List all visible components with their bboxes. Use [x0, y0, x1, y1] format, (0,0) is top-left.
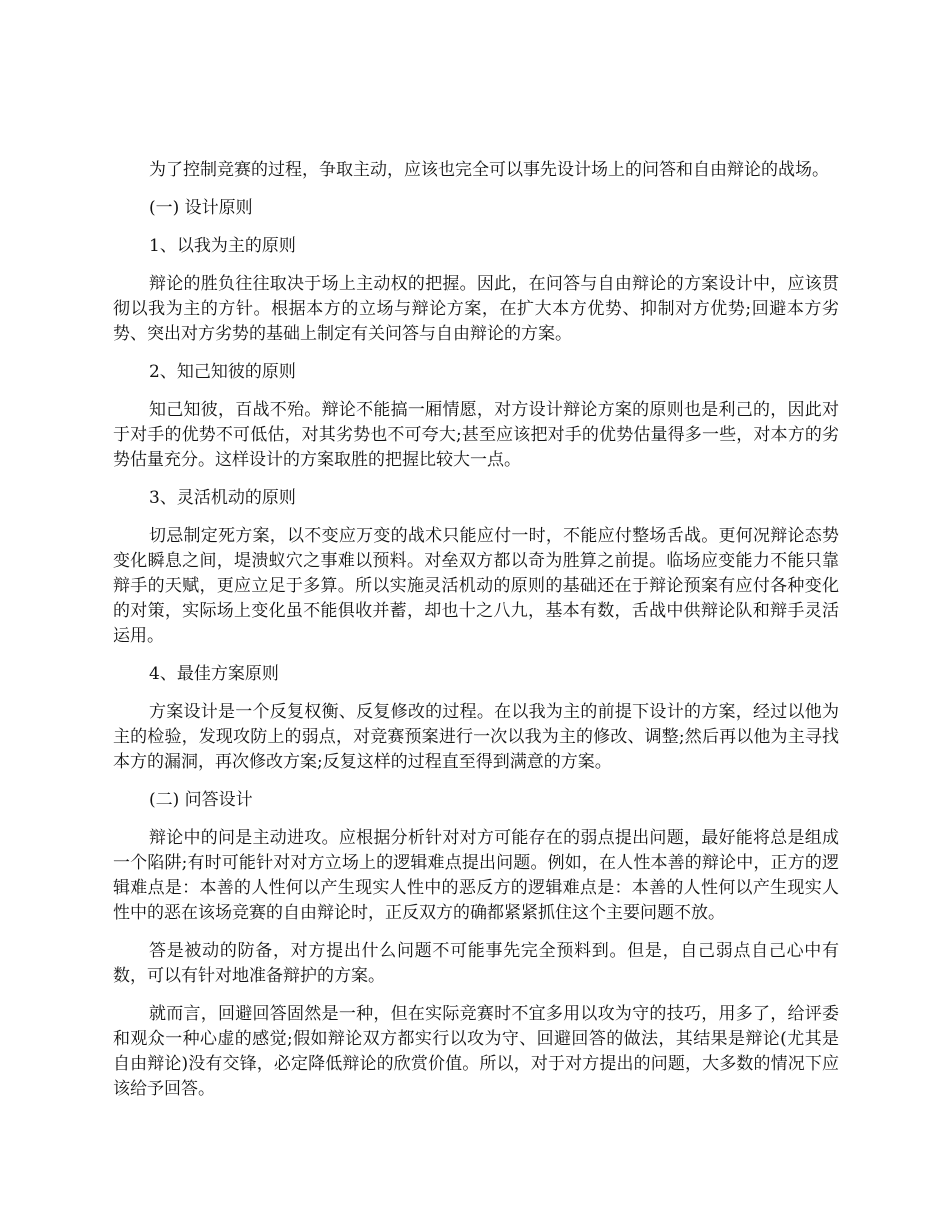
qa-paragraph-1: 辩论中的问是主动进攻。应根据分析针对对方可能存在的弱点提出问题，最好能将总是组成一个陷阱;有时可能针对对方立场上的逻辑难点提出问题。例如，在人性本善的辩论中，正方的逻辑难点是：本善的人性何以产生现实人性中的恶反方的逻辑难点是：本善的人性何以产生现实人性中的恶在该场竞赛的自由辩论时，正反双方的确都紧紧抓住这个主要问题不放。	[113, 828, 839, 923]
principle-heading-4: 4、最佳方案原则	[149, 664, 279, 684]
principle-paragraph-3: 切忌制定死方案，以不变应万变的战术只能应付一时，不能应付整场舌战。更何况辩论态势变化瞬息之间，堤溃蚁穴之事难以预料。对垒双方都以奇为胜算之前提。临场应变能力不能只靠辩手的天赋，更应立足于多算。所以实施灵活机动的原则的基础还在于辩论预案有应付各种变化的对策，实际场上变化虽不能俱收并蓄，却也十之八九，基本有数，舌战中供辩论队和辩手灵活运用。	[113, 526, 839, 646]
qa-paragraph-2: 答是被动的防备，对方提出什么问题不可能事先完全预料到。但是，自己弱点自己心中有数，可以有针对地准备辩护的方案。	[113, 941, 839, 986]
section-heading-qa-design: (二) 问答设计	[149, 790, 253, 810]
principle-paragraph-2: 知己知彼，百战不殆。辩论不能搞一厢情愿，对方设计辩论方案的原则也是利己的，因此对于对手的优势不可低估，对其劣势也不可夸大;甚至应该把对手的优势估量得多一些，对本方的劣势估量充分。这样设计的方案取胜的把握比较大一点。	[113, 400, 839, 470]
principle-paragraph-1: 辩论的胜负往往取决于场上主动权的把握。因此，在问答与自由辩论的方案设计中，应该贯彻以我为主的方针。根据本方的立场与辩论方案，在扩大本方优势、抑制对方优势;回避本方劣势、突出对方劣势的基础上制定有关问答与自由辩论的方案。	[113, 274, 839, 344]
section-heading-design-principles: (一) 设计原则	[149, 198, 253, 218]
principle-heading-1: 1、以我为主的原则	[149, 236, 296, 256]
intro-paragraph: 为了控制竞赛的过程，争取主动，应该也完全可以事先设计场上的问答和自由辩论的战场。	[149, 160, 829, 180]
principle-heading-3: 3、灵活机动的原则	[149, 488, 296, 508]
qa-paragraph-3: 就而言，回避回答固然是一种，但在实际竞赛时不宜多用以攻为守的技巧，用多了，给评委和观众一种心虚的感觉;假如辩论双方都实行以攻为守、回避回答的做法，其结果是辩论(尤其是自由辩论)没有交锋，必定降低辩论的欣赏价值。所以，对于对方提出的问题，大多数的情况下应该给予回答。	[113, 1004, 839, 1099]
principle-paragraph-4: 方案设计是一个反复权衡、反复修改的过程。在以我为主的前提下设计的方案，经过以他为主的检验，发现攻防上的弱点，对竞赛预案进行一次以我为主的修改、调整;然后再以他为主寻找本方的漏洞，再次修改方案;反复这样的过程直至得到满意的方案。	[113, 702, 839, 772]
document-body	[113, 158, 839, 1115]
principle-heading-2: 2、知己知彼的原则	[149, 362, 296, 382]
